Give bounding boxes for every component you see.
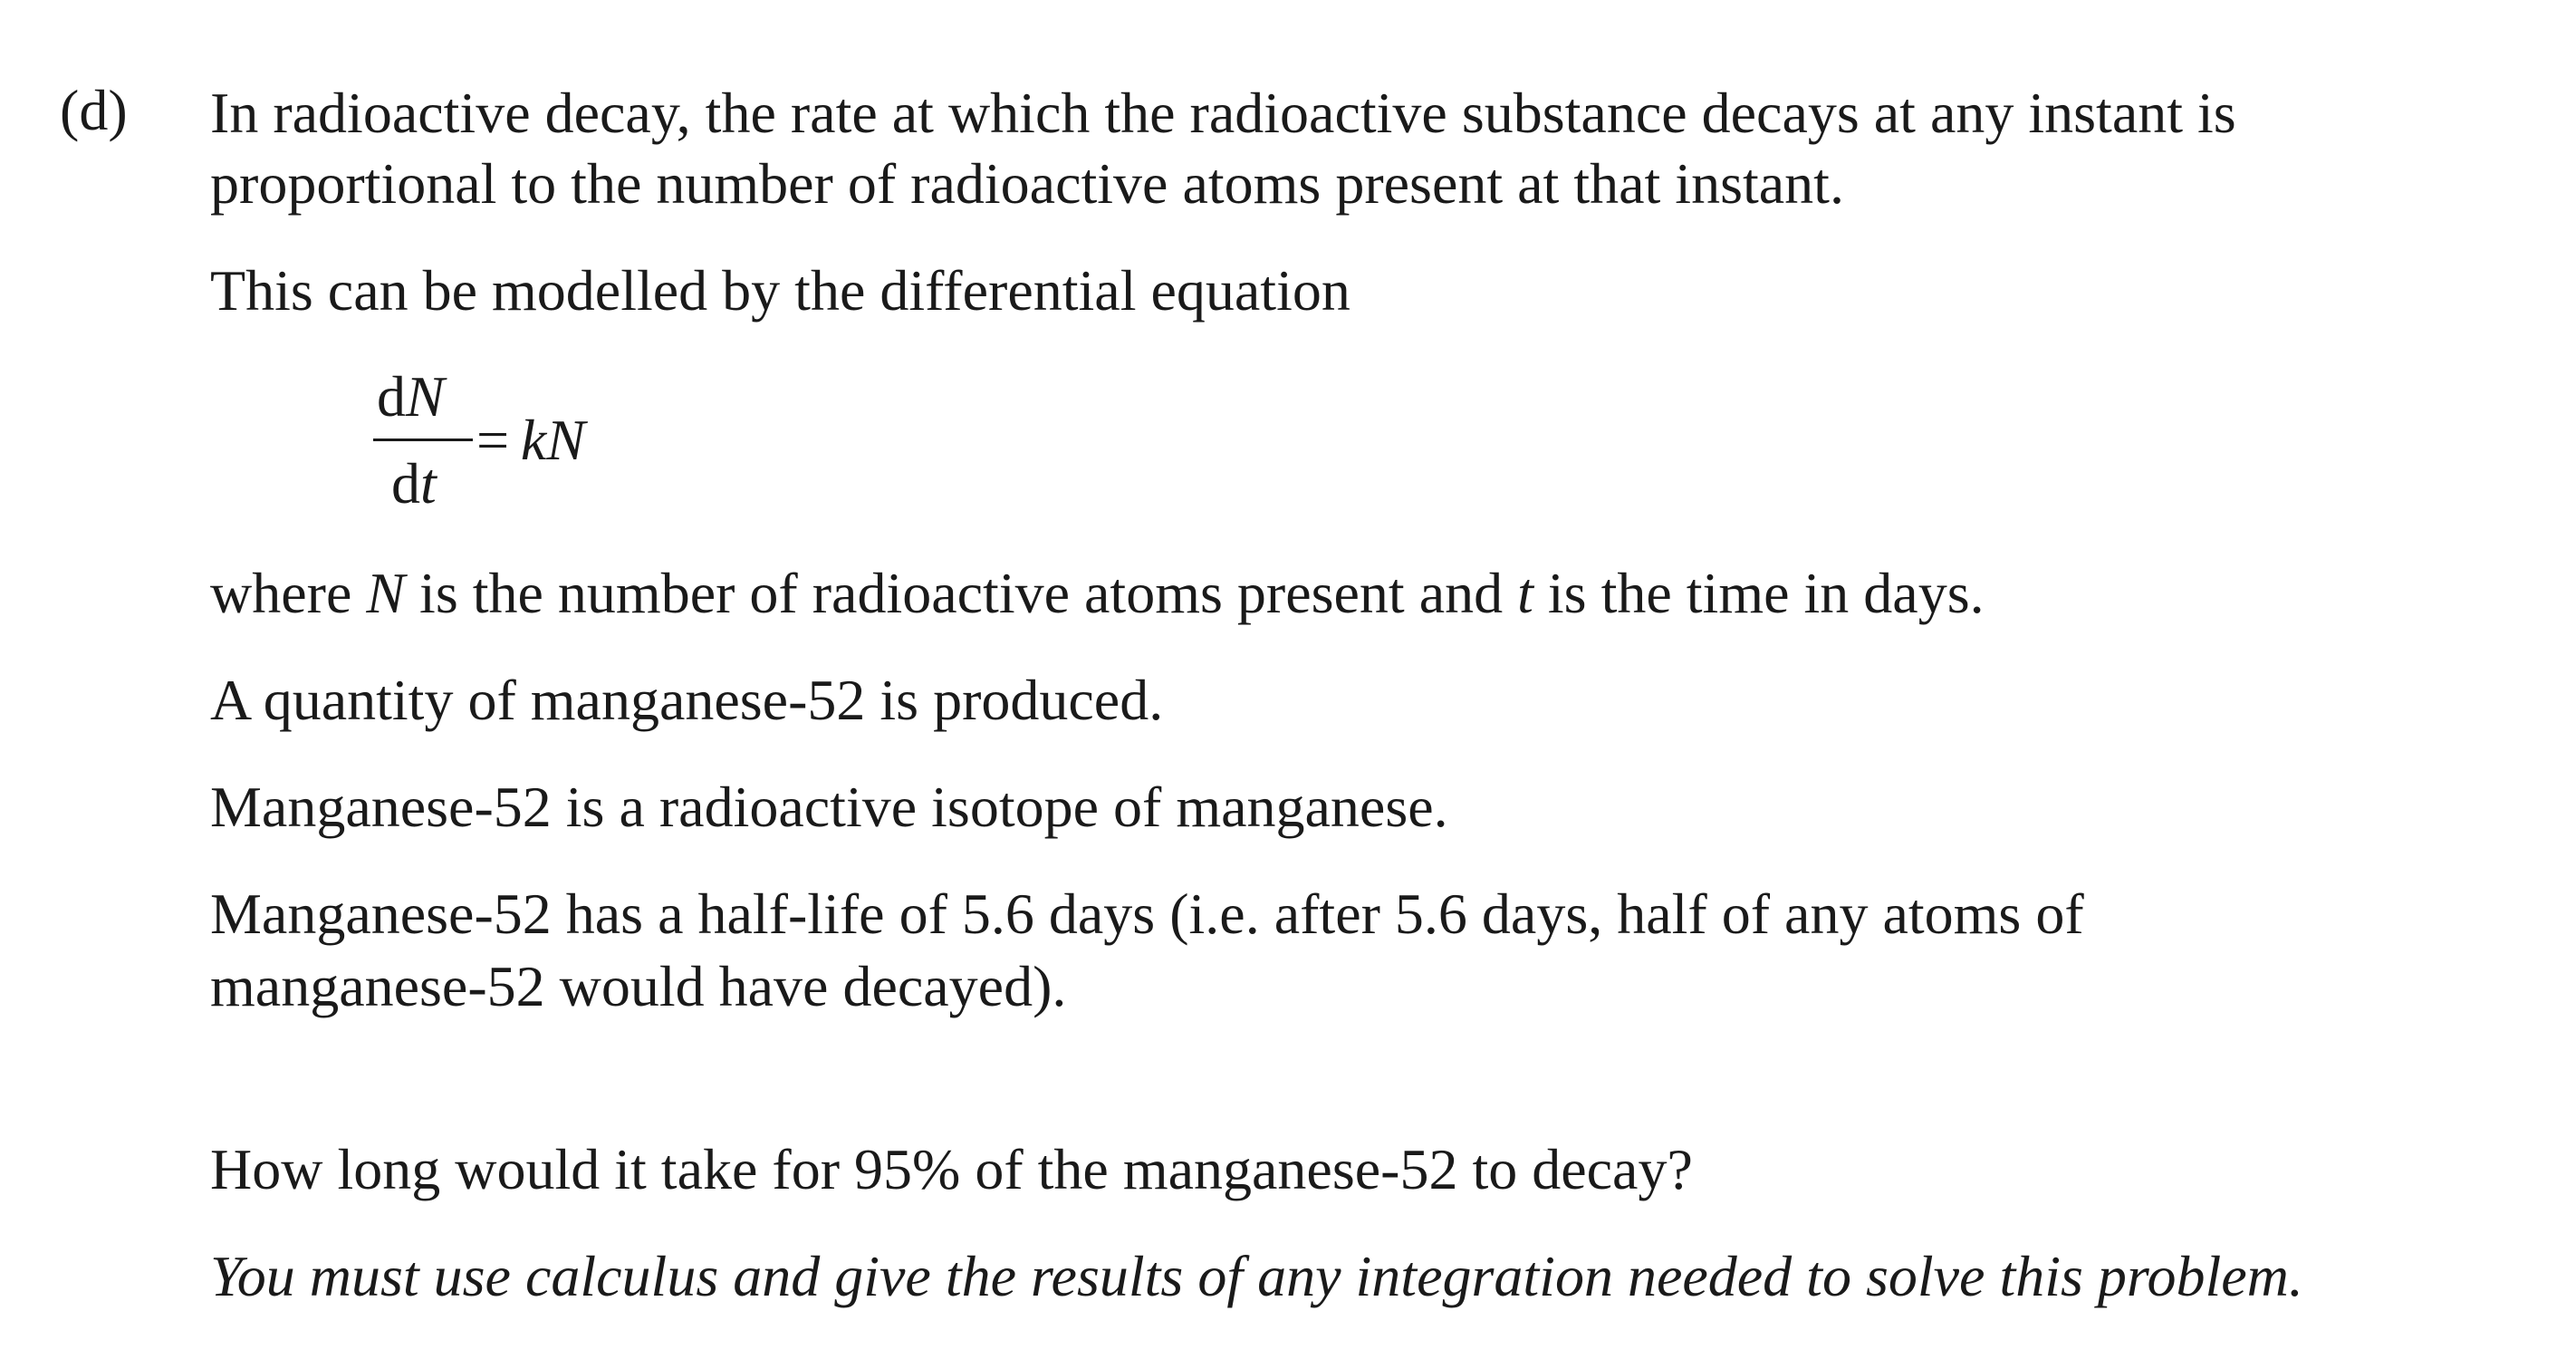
task-question: How long would it take for 95% of the manganese-52 to decay? <box>210 1137 1693 1201</box>
fraction-denominator <box>391 448 437 520</box>
statement-3-line-2: manganese-52 would have decayed). <box>210 954 1067 1018</box>
instruction-text: You must use calculus and give the results of any integration needed to solve this problem. <box>210 1244 2303 1308</box>
numerator-var: N <box>406 364 445 429</box>
part-label: (d) <box>60 78 128 142</box>
statement-2: Manganese-52 is a radioactive isotope of manganese. <box>210 775 1448 839</box>
denominator-d: d <box>391 451 420 516</box>
statement-3-line-1: Manganese-52 has a half-life of 5.6 days (i.e. after 5.6 days, half of any atoms of <box>210 882 2084 946</box>
where-mid: is the number of radioactive atoms present and <box>405 561 1518 625</box>
model-line: This can be modelled by the differential equation <box>210 258 1350 323</box>
statement-1: A quantity of manganese-52 is produced. <box>210 668 1164 732</box>
fraction-numerator <box>377 361 445 433</box>
where-line <box>210 554 1985 632</box>
rhs-expression: kN <box>520 408 585 472</box>
intro-line-2: proportional to the number of radioactive atoms present at that instant. <box>210 151 1844 216</box>
differential-equation <box>370 361 732 524</box>
where-prefix: where <box>210 561 367 625</box>
equals-sign: = <box>476 408 510 472</box>
where-suffix: is the time in days. <box>1533 561 1985 625</box>
where-var-n: N <box>366 561 406 625</box>
intro-line-1: In radioactive decay, the rate at which the radioactive substance decays at any instant is <box>210 81 2236 145</box>
numerator-d: d <box>377 364 406 429</box>
equation-rhs <box>476 404 585 477</box>
denominator-var: t <box>420 451 437 516</box>
where-var-t: t <box>1517 561 1533 625</box>
fraction-bar <box>373 439 473 441</box>
